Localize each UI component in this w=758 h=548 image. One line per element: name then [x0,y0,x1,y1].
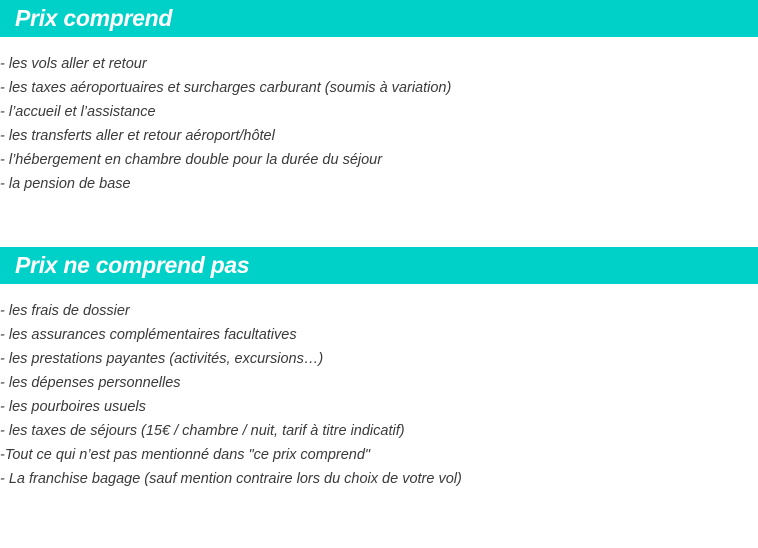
price-includes-title: Prix comprend [15,5,173,31]
list-item: - les frais de dossier [0,303,130,319]
price-excludes-section [0,247,758,487]
list-item: - les pourboires usuels [0,399,146,415]
list-item: - les vols aller et retour [0,56,147,72]
list-item: - la pension de base [0,176,131,192]
price-excludes-title: Prix ne comprend pas [15,252,250,278]
list-item: - les taxes de séjours (15€ / chambre / nuit, tarif à titre indicatif) [0,423,405,439]
price-includes-list [0,52,451,196]
list-item: - les assurances complémentaires facultatives [0,327,297,343]
price-excludes-list [0,299,462,491]
list-item: - les dépenses personnelles [0,375,181,391]
price-excludes-banner [0,247,758,284]
list-item: - l’hébergement en chambre double pour la durée du séjour [0,152,383,168]
list-item: - La franchise bagage (sauf mention contraire lors du choix de votre vol) [0,471,462,487]
list-item: -Tout ce qui n’est pas mentionné dans "ce prix comprend" [0,447,371,463]
list-item: - les taxes aéroportuaires et surcharges carburant (soumis à variation) [0,80,452,96]
list-item: - les prestations payantes (activités, excursions…) [0,351,324,367]
list-item: - les transferts aller et retour aéroport/hôtel [0,128,275,144]
price-includes-section [0,0,758,192]
list-item: - l’accueil et l’assistance [0,104,156,120]
price-includes-banner [0,0,758,37]
